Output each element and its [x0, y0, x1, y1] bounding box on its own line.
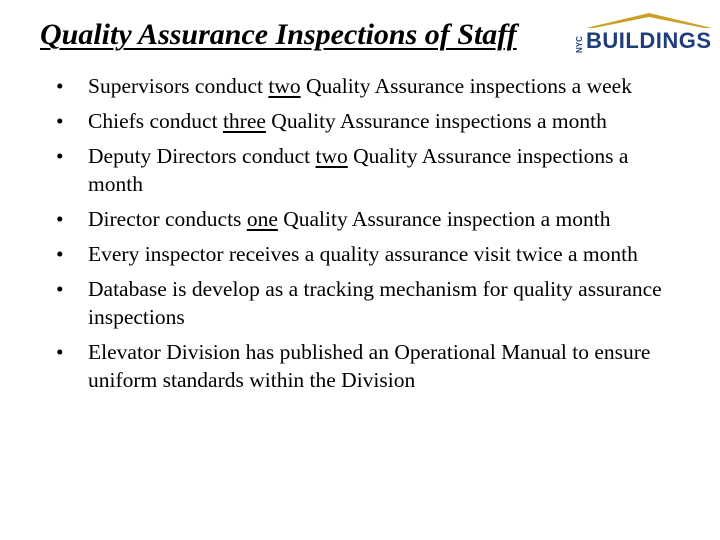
- bullet-text: Director conducts: [88, 207, 247, 231]
- bullet-text: Every inspector receives a quality assurance visit twice a month: [88, 242, 638, 266]
- bullet-text: Deputy Directors conduct: [88, 144, 316, 168]
- list-item: [56, 275, 676, 331]
- bullet-text-rest: Quality Assurance inspections a week: [300, 74, 632, 98]
- bullet-text: Elevator Division has published an Operational Manual to ensure uniform standards within the Division: [88, 340, 651, 392]
- list-item: [56, 205, 676, 233]
- bullet-icon: •: [56, 277, 64, 301]
- list-item: [56, 107, 676, 135]
- bullet-icon: •: [56, 207, 64, 231]
- bullet-text-rest: Quality Assurance inspections a month: [265, 109, 607, 133]
- bullet-text-rest: Quality Assurance inspections a month: [88, 144, 629, 196]
- bullet-text: Database is develop as a tracking mechanism for quality assurance inspections: [88, 277, 662, 329]
- nyc-buildings-logo: [572, 12, 712, 54]
- list-item: [56, 240, 676, 268]
- bullet-emphasis: three: [222, 109, 266, 133]
- bullet-icon: •: [56, 144, 64, 168]
- bullet-icon: •: [56, 74, 64, 98]
- bullet-text: Supervisors conduct: [88, 74, 269, 98]
- list-item: [56, 72, 676, 100]
- list-item: [56, 338, 676, 394]
- bullet-icon: •: [56, 340, 64, 364]
- bullet-icon: •: [56, 109, 64, 133]
- logo-prefix: NYC: [575, 36, 584, 54]
- logo-wordmark: BUILDINGS: [586, 28, 712, 53]
- list-item: [56, 142, 676, 198]
- bullet-emphasis: two: [268, 74, 301, 98]
- slide-title: Quality Assurance Inspections of Staff: [40, 18, 517, 51]
- roof-icon: [586, 12, 712, 28]
- bullet-text: Chiefs conduct: [88, 109, 223, 133]
- bullet-text-rest: Quality Assurance inspection a month: [277, 207, 611, 231]
- bullet-emphasis: two: [315, 144, 348, 168]
- bullet-icon: •: [56, 242, 64, 266]
- bullet-emphasis: one: [246, 207, 278, 231]
- bullet-list: [56, 72, 676, 401]
